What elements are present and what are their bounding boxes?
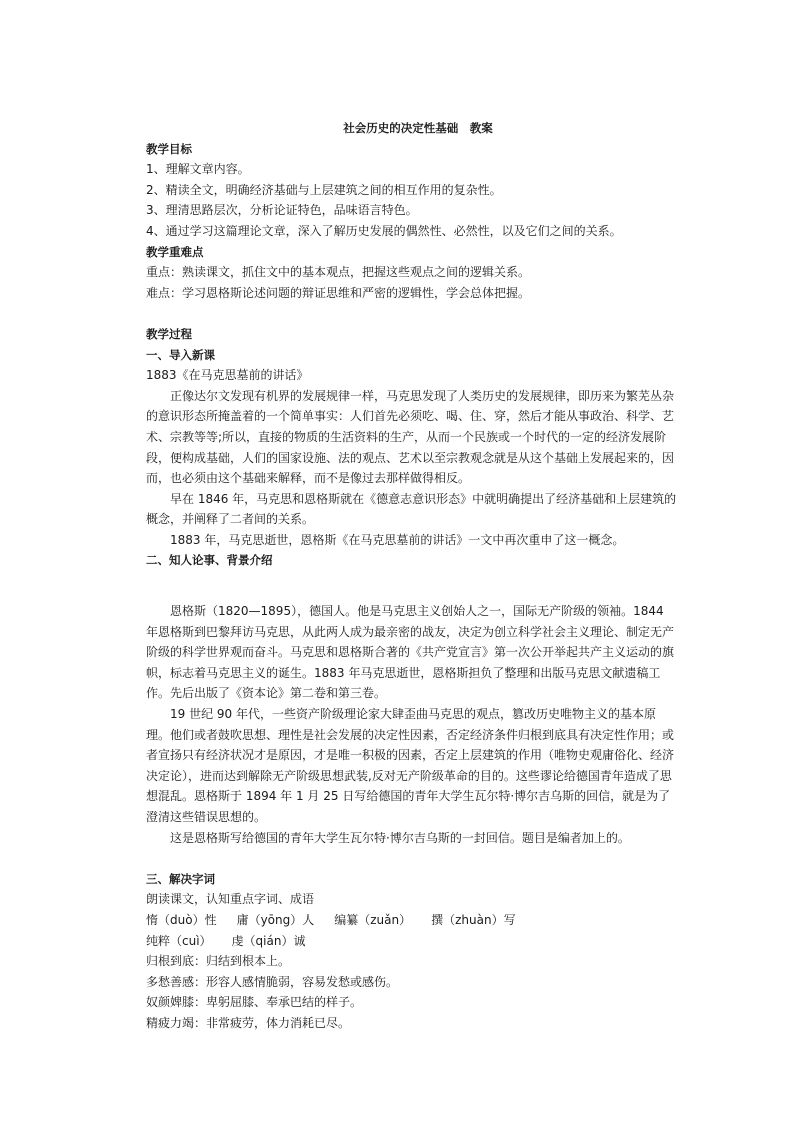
pronunciation-item: 撰（zhuàn）写: [431, 912, 516, 927]
idiom-item: 归根到底：归结到根本上。: [146, 954, 291, 969]
goal-item: 3、理清思路层次，分析论证特色，品味语言特色。: [146, 203, 418, 218]
document-title: 社会历史的决定性基础 教案: [343, 121, 493, 135]
intro-paragraph: 1883 年，马克思逝世，恩格斯《在马克思墓前的讲话》一文中再次重申了这一概念。: [170, 532, 625, 547]
idiom-item: 奴颜婢膝：卑躬屈膝、奉承巴结的样子。: [146, 995, 363, 1010]
idiom-item: 精疲力竭：非常疲劳，体力消耗已尽。: [146, 1015, 351, 1030]
intro-subtitle: 1883《在马克思墓前的讲话》: [146, 368, 309, 383]
background-paragraph: 19 世纪 90 年代，一些资产阶级理论家大肆歪曲马克思的观点，篡改历史唯物主义的基本原理。他们或者鼓吹思想、理性是社会发展的决定性因素，否定经济条件归根到底具有决定性作用；或者宣扬只有经济状况才是原因，才是唯一积极的因素，否定上层建筑的作用（唯物史观庸俗化、经济决定论），进而达到解除无产阶级思想武装,反对无产阶级革命的目的。这些谬论给德国青年造成了思想混乱。恩格斯于 1894 年 1 月 25 日写给德国的青年大学生瓦尔特·博尔吉乌斯的回信，就是为了澄清这些错误思想的。: [146, 707, 675, 824]
section-heading-intro: 一、导入新课: [146, 347, 215, 362]
pronunciation-row: [146, 910, 678, 931]
vocabulary-intro: 朗读课文，认知重点字词、成语: [146, 892, 315, 907]
section-heading-vocabulary: 三、解决字词: [146, 871, 215, 886]
key-point: 重点：熟读课文，抓住文中的基本观点，把握这些观点之间的逻辑关系。: [146, 265, 531, 280]
difficult-point: 难点：学习恩格斯论述问题的辩证思维和严密的逻辑性，学会总体把握。: [146, 285, 531, 300]
idiom-item: 多愁善感：形容人感情脆弱，容易发愁或感伤。: [146, 974, 399, 989]
section-heading-background: 二、知人论事、背景介绍: [146, 553, 273, 568]
process-heading: 教学过程: [146, 326, 192, 341]
goal-item: 2、精读全文，明确经济基础与上层建筑之间的相互作用的复杂性。: [146, 182, 502, 197]
background-paragraph: 恩格斯（1820—1895），德国人。他是马克思主义创始人之一，国际无产阶级的领袖。1844 年恩格斯到巴黎拜访马克思，从此两人成为最亲密的战友，决定为创立科学社会主义理论、制定无产阶级的科学世界观而奋斗。马克思和恩格斯合著的《共产党宣言》第一次公开举起共产主义运动的旗帜，标志着马克思主义的诞生。1883 年马克思逝世，恩格斯担负了整理和出版马克思文献遗稿工作。先后出版了《资本论》第二卷和第三卷。: [146, 604, 675, 701]
background-paragraph: 这是恩格斯写给德国的青年大学生瓦尔特·博尔吉乌斯的一封回信。题目是编者加上的。: [170, 830, 630, 845]
pronunciation-item: 庸（yōng）人: [236, 912, 315, 927]
goal-item: 4、通过学习这篇理论文章，深入了解历史发展的偶然性、必然性，以及它们之间的关系。: [146, 223, 622, 238]
intro-paragraph: 正像达尔文发现有机界的发展规律一样，马克思发现了人类历史的发展规律，即历来为繁芜丛杂的意识形态所掩盖着的一个简单事实：人们首先必须吃、喝、住、穿，然后才能从事政治、科学、艺术、宗教等等;所以，直接的物质的生活资料的生产，从而一个民族或一个时代的一定的经济发展阶段，便构成基础，人们的国家设施、法的观点、艺术以至宗教观念就是从这个基础上发展起来的，因而，也必须由这个基础来解释，而不是像过去那样做得相反。: [146, 388, 675, 486]
key-points-heading: 教学重难点: [146, 244, 204, 259]
document-page: [146, 118, 678, 1034]
pronunciation-item: 纯粹（cuì）: [146, 933, 212, 948]
intro-paragraph: 早在 1846 年，马克思和恩格斯就在《德意志意识形态》中就明确提出了经济基础和上层建筑的概念，并阐释了二者间的关系。: [146, 491, 677, 527]
pronunciation-row: [146, 931, 678, 952]
pronunciation-item: 虔（qián）诚: [231, 933, 306, 948]
pronunciation-item: 惰（duò）性: [146, 912, 217, 927]
pronunciation-item: 编纂（zuǎn）: [334, 912, 412, 927]
goals-heading: 教学目标: [146, 141, 192, 156]
goal-item: 1、理解文章内容。: [146, 162, 250, 177]
